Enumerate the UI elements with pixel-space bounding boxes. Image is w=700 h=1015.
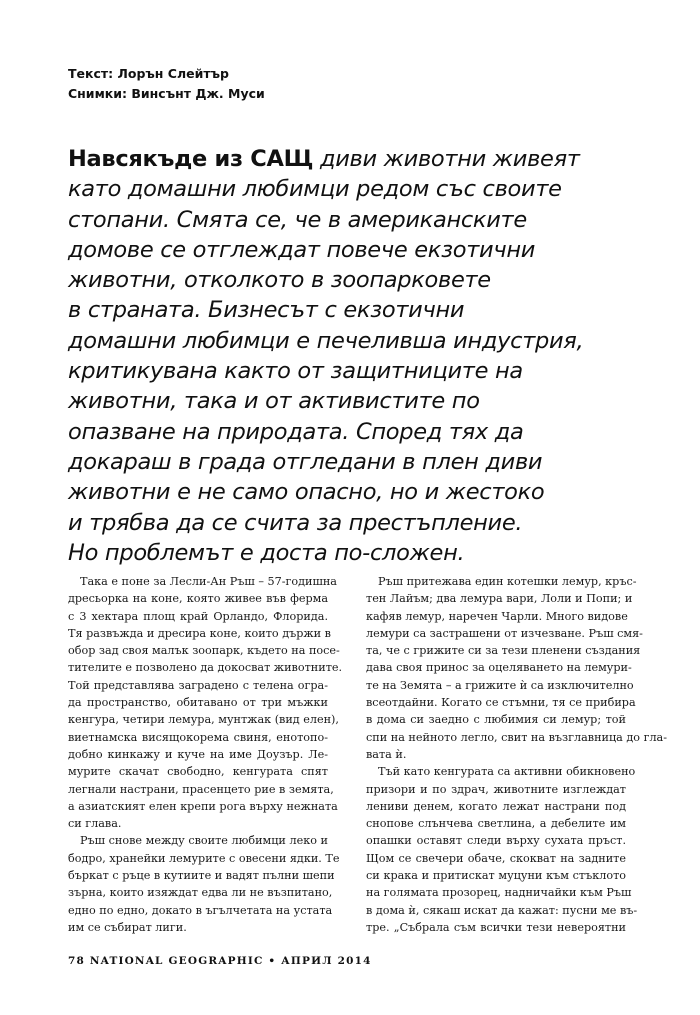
body-line: Тъй като кенгурата са активни обикновено	[378, 765, 636, 779]
lead-line: Но проблемът е доста по-сложен.	[68, 539, 465, 566]
body-line: бъркат с ръце в кутиите и вадят пълни шепи	[68, 869, 335, 883]
body-line: та, че с грижите си за тези пленени създания	[366, 644, 641, 658]
article-credits	[68, 64, 265, 104]
body-line: им се събират лиги.	[68, 920, 187, 934]
body-line: тен Лайъм; два лемура вари, Лоли и Попи; и	[366, 592, 633, 606]
page-number: 78	[68, 955, 86, 967]
body-line: обор зад своя малък зоопарк, където на посе-	[68, 644, 340, 658]
body-line: тре. „Събрала съм всички тези невероятни	[366, 920, 626, 934]
author-credit: Текст: Лорън Слейтър	[68, 66, 229, 81]
body-line: призори и по здрач, животните изглеждат	[366, 782, 626, 796]
body-line: с 3 хектара площ край Орландо, Флорида.	[68, 609, 328, 623]
body-line: зърна, които изяждат едва ли не възпитано,	[68, 886, 333, 900]
lead-line: животни е не само опасно, но и жестоко	[68, 479, 545, 506]
body-line: опашки оставят следи върху сухата пръст.	[366, 834, 626, 848]
footer-publication: NATIONAL GEOGRAPHIC • АПРИЛ 2014	[89, 955, 372, 967]
body-line: тителите е позволено да докосват животните.	[68, 661, 343, 675]
body-line: Щом се свечери обаче, скокват на задните	[366, 851, 626, 865]
lead-line: и трябва да се счита за престъпление.	[68, 509, 523, 536]
body-line: Ръш снове между своите любимци леко и	[80, 834, 328, 848]
body-line: лениви денем, когато лежат настрани под	[366, 799, 626, 813]
body-line: в дома ѝ, сякаш искат да кажат: пусни ме въ-	[366, 903, 638, 917]
body-line: бодро, хранейки лемурите с овесени ядки. Те	[68, 851, 340, 865]
body-line: си глава.	[68, 817, 122, 831]
body-line: в дома си заедно с любимия си лемур; той	[366, 713, 626, 727]
body-line: Той представлява заградено с телена огра-	[68, 678, 328, 692]
page-footer	[68, 955, 372, 967]
body-line: вата ѝ.	[366, 747, 407, 761]
lead-line: животни, така и от активистите по	[68, 388, 480, 415]
lead-line: стопани. Смята се, че в американските	[68, 206, 527, 233]
lead-line-text: диви животни живеят	[313, 146, 580, 172]
body-line: легнали настрани, прасенцето рие в земята,	[68, 782, 334, 796]
lead-line: като домашни любимци редом със своите	[68, 176, 562, 203]
lead-paragraph	[68, 144, 668, 568]
body-line: кенгура, четири лемура, мунтжак (вид елен),	[68, 713, 339, 727]
lead-line: критикувана както от защитниците на	[68, 358, 523, 385]
body-line: си крака и притискат муцуни към стъклото	[366, 869, 626, 883]
body-line: спи на нейното легло, свит на възглавница до гла-	[366, 730, 668, 744]
body-line: добно кинкажу и куче на име Доузър. Ле-	[68, 747, 328, 761]
body-line: дава своя принос за оцеляването на лемури-	[366, 661, 632, 675]
body-line: снопове слънчева светлина, а дебелите им	[366, 817, 626, 831]
lead-line: домашни любимци е печеливша индустрия,	[68, 327, 584, 354]
body-line: виетнамска висящокорема свиня, енотопо-	[68, 730, 328, 744]
lead-line: докараш в града отгледани в плен диви	[68, 448, 543, 475]
lead-line: животни, отколкото в зоопарковете	[68, 267, 491, 294]
body-line: дресьорка на коне, която живее във ферма	[68, 592, 328, 606]
body-line: Тя развъжда и дресира коне, които държи в	[68, 626, 331, 640]
body-line: Така е поне за Лесли-Ан Ръш – 57-годишна	[80, 575, 337, 588]
body-line: едно по едно, докато в ъгълчетата на устата	[68, 903, 333, 917]
body-line: а азиатският елен крепи рога върху нежната	[68, 799, 338, 813]
body-line: да пространство, обитавано от три мъжки	[68, 696, 328, 710]
lead-line: опазване на природата. Според тях да	[68, 418, 524, 445]
body-line: мурите скачат свободно, кенгурата спят	[68, 765, 328, 779]
body-line: лемури са застрашени от изчезване. Ръш смя-	[366, 626, 643, 640]
lead-highlight: Навсякъде из САЩ	[68, 146, 314, 172]
body-line: всеотдайни. Когато се стъмни, тя се прибира	[366, 696, 636, 710]
lead-line: в страната. Бизнесът с екзотични	[68, 297, 465, 324]
body-line: на голямата прозорец, надничайки към Ръш	[366, 886, 632, 900]
lead-line	[68, 144, 668, 174]
body-line: те на Земята – а грижите ѝ са изключително	[366, 678, 634, 692]
body-column-right	[366, 573, 668, 936]
lead-line: домове се отглеждат повече екзотични	[68, 236, 536, 263]
body-column-left	[68, 573, 343, 936]
body-line: Ръш притежава един котешки лемур, кръс-	[378, 575, 637, 588]
body-line: кафяв лемур, наречен Чарли. Много видове	[366, 609, 628, 623]
photographer-credit: Снимки: Винсънт Дж. Муси	[68, 86, 265, 101]
